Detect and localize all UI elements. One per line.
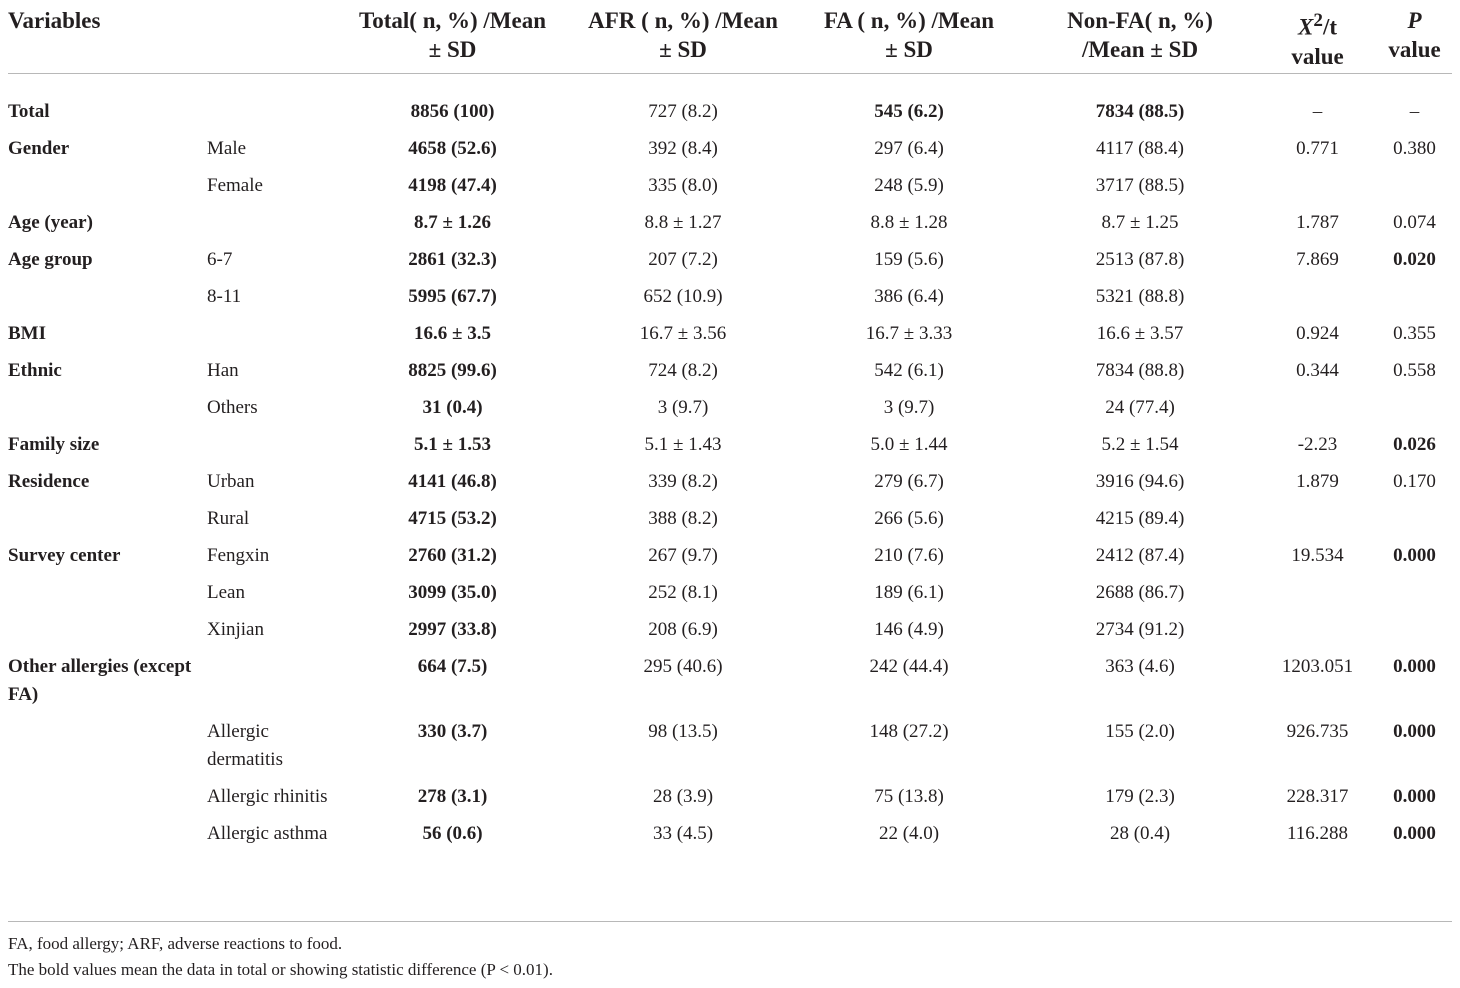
chi-square-cell: 1.879	[1296, 470, 1339, 492]
non-fa-cell: 8.7 ± 1.25	[1101, 211, 1179, 233]
subgroup-cell: 6-7	[207, 248, 233, 270]
header-afr-line1: AFR ( n, %) /Mean	[588, 8, 778, 33]
header-p-value	[1377, 0, 1452, 73]
fa-cell: 189 (6.1)	[874, 581, 944, 603]
header-fa-line2: ± SD	[885, 37, 933, 62]
p-value-cell: 0.380	[1393, 137, 1436, 159]
p-value-cell	[1377, 501, 1452, 538]
fa-cell: 542 (6.1)	[874, 359, 944, 381]
p-value-cell: 0.170	[1393, 470, 1436, 492]
non-fa-cell: 179 (2.3)	[1105, 785, 1175, 807]
fa-cell: 8.8 ± 1.28	[870, 211, 948, 233]
total-cell: 16.6 ± 3.5	[414, 322, 491, 344]
table-row	[8, 390, 1452, 427]
non-fa-cell: 16.6 ± 3.57	[1096, 322, 1184, 344]
header-chi-superscript: 2	[1313, 10, 1323, 31]
footnote-bold-explanation: The bold values mean the data in total or showing statistic difference (P < 0.01).	[8, 960, 553, 979]
afr-cell: 98 (13.5)	[648, 720, 718, 742]
non-fa-cell: 5.2 ± 1.54	[1101, 433, 1179, 455]
p-value-cell	[1377, 168, 1452, 205]
header-non-fa	[1022, 0, 1258, 73]
subgroup-cell: Allergic rhinitis	[207, 785, 328, 807]
table-footnotes	[8, 921, 1452, 983]
fa-cell: 386 (6.4)	[874, 285, 944, 307]
header-fa-line1: FA ( n, %) /Mean	[823, 8, 995, 33]
non-fa-cell: 3916 (94.6)	[1095, 470, 1185, 492]
header-chi-suffix: /t	[1322, 14, 1337, 40]
p-value-cell	[1377, 575, 1452, 612]
afr-cell: 267 (9.7)	[648, 544, 718, 566]
afr-cell: 392 (8.4)	[648, 137, 718, 159]
fa-cell: 16.7 ± 3.33	[865, 322, 953, 344]
p-value-cell: 0.074	[1393, 211, 1436, 233]
fa-cell: 5.0 ± 1.44	[870, 433, 948, 455]
afr-cell: 335 (8.0)	[648, 174, 718, 196]
variable-cell: Ethnic	[8, 359, 62, 381]
chi-square-cell: 1.787	[1296, 211, 1339, 233]
total-cell: 31 (0.4)	[422, 396, 483, 418]
variable-cell: Total	[8, 100, 50, 122]
fa-cell: 279 (6.7)	[874, 470, 944, 492]
chi-square-cell: 926.735	[1286, 720, 1349, 742]
afr-cell: 727 (8.2)	[648, 100, 718, 122]
afr-cell: 652 (10.9)	[643, 285, 723, 307]
table-body	[8, 73, 1452, 860]
fa-cell: 297 (6.4)	[874, 137, 944, 159]
afr-cell: 207 (7.2)	[648, 248, 718, 270]
variable-cell	[8, 390, 207, 427]
header-chi-symbol: X	[1298, 14, 1314, 40]
header-row	[8, 0, 1452, 73]
non-fa-cell: 24 (77.4)	[1105, 396, 1175, 418]
total-cell: 5995 (67.7)	[408, 285, 497, 307]
table-row	[8, 427, 1452, 464]
header-chi-square-line2: value	[1291, 43, 1344, 69]
non-fa-cell: 7834 (88.8)	[1095, 359, 1185, 381]
total-cell: 278 (3.1)	[417, 785, 488, 807]
p-value-cell: 0.558	[1393, 359, 1436, 381]
variable-cell: Age group	[8, 248, 93, 270]
fa-cell: 266 (5.6)	[874, 507, 944, 529]
subgroup-cell	[207, 205, 335, 242]
afr-cell: 339 (8.2)	[648, 470, 718, 492]
p-value-cell: 0.000	[1393, 544, 1436, 566]
subgroup-cell: Fengxin	[207, 544, 270, 566]
afr-cell: 16.7 ± 3.56	[639, 322, 727, 344]
non-fa-cell: 363 (4.6)	[1105, 655, 1175, 677]
table-row	[8, 714, 1452, 779]
table-row	[8, 316, 1452, 353]
fa-cell: 210 (7.6)	[874, 544, 944, 566]
data-table-container	[8, 0, 1452, 860]
total-cell: 56 (0.6)	[422, 822, 483, 844]
afr-cell: 33 (4.5)	[652, 822, 714, 844]
chi-square-cell: 116.288	[1286, 822, 1349, 844]
fa-cell: 146 (4.9)	[874, 618, 944, 640]
subgroup-cell: 8-11	[207, 285, 242, 307]
fa-cell: 545 (6.2)	[874, 100, 944, 122]
non-fa-cell: 5321 (88.8)	[1095, 285, 1185, 307]
total-cell: 2760 (31.2)	[408, 544, 497, 566]
variable-cell: BMI	[8, 322, 46, 344]
non-fa-cell: 2412 (87.4)	[1095, 544, 1185, 566]
total-cell: 3099 (35.0)	[408, 581, 497, 603]
p-value-cell	[1377, 612, 1452, 649]
total-cell: 8856 (100)	[410, 100, 495, 122]
header-total-line2: ± SD	[428, 37, 477, 62]
total-cell: 8825 (99.6)	[408, 359, 497, 381]
variable-cell: Family size	[8, 433, 100, 455]
afr-cell: 3 (9.7)	[657, 396, 709, 418]
fa-cell: 75 (13.8)	[874, 785, 944, 807]
non-fa-cell: 2734 (91.2)	[1095, 618, 1185, 640]
header-p-line1: P	[1407, 8, 1422, 33]
chi-square-cell: 228.317	[1286, 785, 1349, 807]
non-fa-cell: 4215 (89.4)	[1095, 507, 1185, 529]
total-cell: 8.7 ± 1.26	[414, 211, 491, 233]
chi-square-cell: 19.534	[1291, 544, 1344, 566]
table-row	[8, 575, 1452, 612]
variable-cell	[8, 501, 207, 538]
table-row	[8, 73, 1452, 131]
chi-square-cell: 0.344	[1296, 359, 1339, 381]
variable-cell	[8, 816, 207, 860]
header-variables-label: Variables	[8, 8, 101, 33]
variable-cell	[8, 612, 207, 649]
total-cell: 4658 (52.6)	[408, 137, 497, 159]
table-row	[8, 612, 1452, 649]
header-non-fa-line1: Non-FA( n, %)	[1067, 8, 1213, 33]
chi-square-cell: 7.869	[1296, 248, 1339, 270]
afr-cell: 8.8 ± 1.27	[644, 211, 722, 233]
subgroup-cell: Female	[207, 174, 263, 196]
p-value-cell	[1377, 279, 1452, 316]
afr-cell: 208 (6.9)	[648, 618, 718, 640]
non-fa-cell: 2688 (86.7)	[1095, 581, 1185, 603]
p-value-cell: 0.355	[1393, 322, 1436, 344]
table-row	[8, 131, 1452, 168]
table-header	[8, 0, 1452, 73]
variable-cell	[8, 575, 207, 612]
fa-cell: 148 (27.2)	[869, 720, 949, 742]
header-variables	[8, 0, 335, 73]
total-cell: 330 (3.7)	[417, 720, 488, 742]
non-fa-cell: 4117 (88.4)	[1096, 137, 1184, 159]
table-row	[8, 816, 1452, 860]
variable-cell: Gender	[8, 137, 70, 159]
p-value-cell: –	[1409, 100, 1420, 122]
subgroup-cell	[207, 73, 335, 131]
fa-cell: 3 (9.7)	[883, 396, 935, 418]
variable-cell: Age (year)	[8, 211, 93, 233]
subgroup-cell: Rural	[207, 507, 250, 529]
chi-square-cell	[1258, 168, 1377, 205]
header-afr-line2: ± SD	[659, 37, 707, 62]
afr-cell: 252 (8.1)	[648, 581, 718, 603]
header-chi-square-line1	[1258, 6, 1377, 42]
subgroup-cell: Others	[207, 396, 258, 418]
fa-cell: 159 (5.6)	[874, 248, 944, 270]
fa-cell: 22 (4.0)	[878, 822, 940, 844]
non-fa-cell: 2513 (87.8)	[1095, 248, 1185, 270]
header-total	[335, 0, 570, 73]
non-fa-cell: 7834 (88.5)	[1095, 100, 1185, 122]
chi-square-cell: 1203.051	[1281, 655, 1354, 677]
table-row	[8, 779, 1452, 816]
fa-cell: 242 (44.4)	[869, 655, 949, 677]
p-value-cell: 0.026	[1393, 433, 1436, 455]
variable-cell: Residence	[8, 470, 90, 492]
header-total-line1: Total( n, %) /Mean	[359, 8, 547, 33]
chi-square-cell: –	[1312, 100, 1323, 122]
subgroup-cell: Allergic asthma	[207, 822, 328, 844]
total-cell: 4198 (47.4)	[408, 174, 497, 196]
variable-cell	[8, 168, 207, 205]
total-cell: 664 (7.5)	[417, 655, 488, 677]
afr-cell: 28 (3.9)	[652, 785, 714, 807]
variable-cell: Survey center	[8, 544, 121, 566]
variable-cell	[8, 714, 207, 779]
non-fa-cell: 28 (0.4)	[1109, 822, 1171, 844]
variable-cell	[8, 779, 207, 816]
subgroup-cell: Han	[207, 359, 239, 381]
subgroup-cell	[207, 427, 335, 464]
footnote-abbreviations: FA, food allergy; ARF, adverse reactions to food.	[8, 934, 343, 953]
table-row	[8, 501, 1452, 538]
chi-square-cell	[1258, 575, 1377, 612]
total-cell: 5.1 ± 1.53	[414, 433, 491, 455]
p-value-cell: 0.000	[1393, 785, 1436, 807]
table-row	[8, 353, 1452, 390]
header-non-fa-line2: /Mean ± SD	[1081, 37, 1199, 62]
header-p-line2: value	[1388, 37, 1441, 62]
total-cell: 2861 (32.3)	[408, 248, 497, 270]
chi-square-cell: -2.23	[1297, 433, 1338, 455]
chi-square-cell: 0.924	[1296, 322, 1339, 344]
header-afr	[570, 0, 796, 73]
subgroup-cell	[207, 316, 335, 353]
table-row	[8, 279, 1452, 316]
subgroup-cell: Xinjian	[207, 618, 264, 640]
total-cell: 2997 (33.8)	[408, 618, 497, 640]
variable-cell: Other allergies (except FA)	[8, 655, 192, 705]
variable-cell	[8, 279, 207, 316]
header-fa	[796, 0, 1022, 73]
table-row	[8, 649, 1452, 714]
p-value-cell: 0.020	[1393, 248, 1436, 270]
chi-square-cell	[1258, 501, 1377, 538]
p-value-cell: 0.000	[1393, 822, 1436, 844]
afr-cell: 388 (8.2)	[648, 507, 718, 529]
afr-cell: 724 (8.2)	[648, 359, 718, 381]
subgroup-cell: Male	[207, 137, 247, 159]
table-row	[8, 242, 1452, 279]
chi-square-cell	[1258, 279, 1377, 316]
table-row	[8, 464, 1452, 501]
afr-cell: 5.1 ± 1.43	[644, 433, 722, 455]
p-value-cell	[1377, 390, 1452, 427]
header-chi-square	[1258, 0, 1377, 73]
subgroup-cell	[207, 649, 335, 714]
total-cell: 4715 (53.2)	[408, 507, 497, 529]
subgroup-cell: Allergic dermatitis	[207, 720, 283, 770]
fa-cell: 248 (5.9)	[874, 174, 944, 196]
p-value-cell: 0.000	[1393, 655, 1436, 677]
non-fa-cell: 3717 (88.5)	[1095, 174, 1185, 196]
p-value-cell: 0.000	[1393, 720, 1436, 742]
subgroup-cell: Urban	[207, 470, 255, 492]
afr-cell: 295 (40.6)	[643, 655, 723, 677]
total-cell: 4141 (46.8)	[408, 470, 497, 492]
subgroup-cell: Lean	[207, 581, 245, 603]
table-row	[8, 205, 1452, 242]
non-fa-cell: 155 (2.0)	[1105, 720, 1175, 742]
chi-square-cell	[1258, 390, 1377, 427]
table-row	[8, 168, 1452, 205]
table-row	[8, 538, 1452, 575]
chi-square-cell	[1258, 612, 1377, 649]
demographics-table	[8, 0, 1452, 860]
chi-square-cell: 0.771	[1296, 137, 1339, 159]
